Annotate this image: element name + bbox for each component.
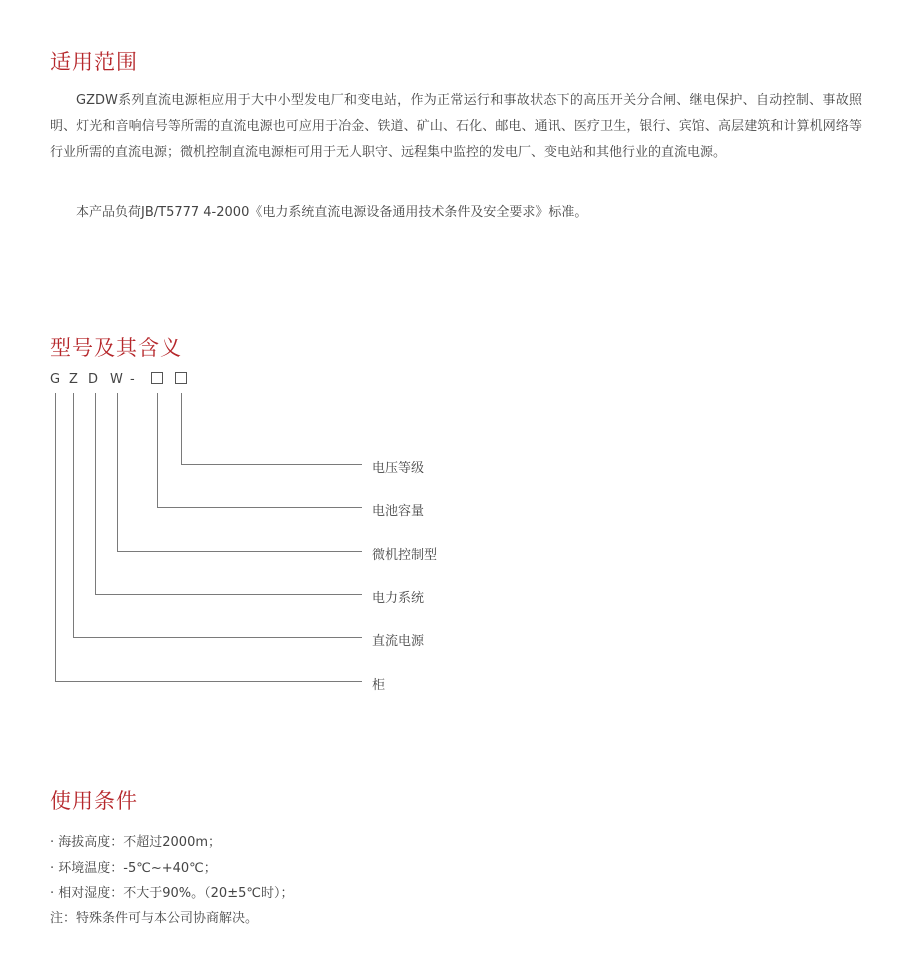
code-char-g: G (50, 372, 61, 387)
section-title-conditions: 使用条件 (50, 789, 138, 813)
code-dash: - (130, 372, 135, 387)
tree-line-microcomputer (118, 393, 363, 552)
tree-line-capacity (158, 393, 363, 508)
scope-paragraph: GZDW系列直流电源柜应用于大中小型发电厂和变电站，作为正常运行和事故状态下的高压开关分合闸、继电保护、自动控制、事故照明、灯光和音响信号等所需的直流电源也可应用于冶金、铁道、矿山、石化、邮电、通讯、医疗卫生，银行、宾馆、高层建筑和计算机网络等行业所需的直流电源；微机控制直流电源柜可用于无人职守、远程集中监控的发电厂、变电站和其他行业的直流电源。 (50, 93, 862, 160)
tree-line-dc-power (74, 393, 363, 638)
section-title-scope: 适用范围 (50, 50, 138, 74)
label-dc-power: 直流电源 (372, 634, 425, 649)
tree-line-voltage (182, 393, 363, 465)
condition-note: 注：特殊条件可与本公司协商解决。 (50, 911, 259, 926)
code-char-d: D (88, 372, 99, 387)
label-battery-capacity: 电池容量 (372, 504, 425, 519)
label-power-system: 电力系统 (372, 591, 425, 606)
code-char-z: Z (69, 372, 78, 387)
label-microcomputer: 微机控制型 (372, 548, 438, 563)
label-cabinet: 柜 (372, 678, 386, 693)
tree-line-power-system (96, 393, 363, 595)
condition-altitude: · 海拔高度：不超过2000m； (50, 835, 222, 850)
condition-temperature: · 环境温度：-5℃~+40℃； (50, 861, 217, 876)
label-voltage-level: 电压等级 (372, 461, 425, 476)
code-char-w: W (110, 372, 123, 387)
standard-paragraph: 本产品负荷JB/T5777 4-2000《电力系统直流电源设备通用技术条件及安全要求》标准。 (76, 205, 588, 220)
section-title-model: 型号及其含义 (50, 336, 182, 360)
tree-line-cabinet (56, 393, 363, 682)
condition-humidity: · 相对湿度：不大于90%。（20±5℃时）； (50, 886, 294, 901)
